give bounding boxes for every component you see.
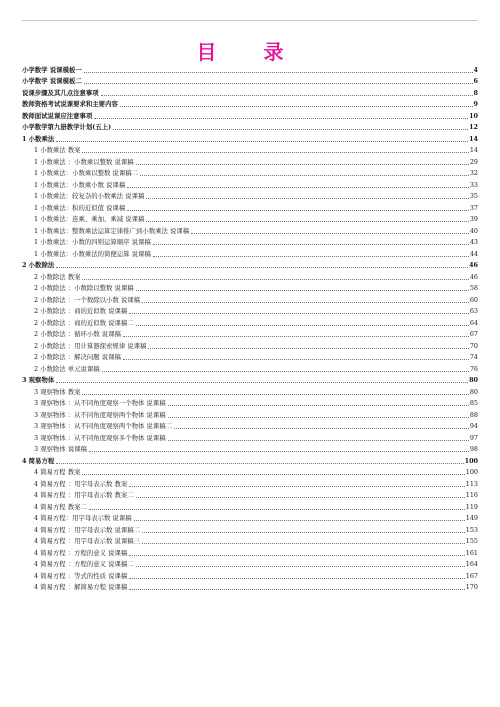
toc-entry[interactable] bbox=[22, 132, 478, 144]
toc-entry[interactable] bbox=[22, 443, 478, 455]
toc-entry-page: 63 bbox=[469, 307, 478, 315]
dot-leader bbox=[89, 509, 465, 510]
dot-leader bbox=[129, 486, 465, 487]
dot-leader bbox=[102, 371, 469, 372]
dot-leader bbox=[136, 164, 469, 165]
toc-entry-label: 4 简易方程 ：方程的意义 说课稿 bbox=[34, 548, 128, 557]
toc-entry-label: 3 观察物体 ：从不同角度观察两个物体 说课稿二 bbox=[34, 422, 172, 430]
toc-entry[interactable] bbox=[22, 293, 478, 305]
header-rule bbox=[22, 20, 478, 21]
toc-entry-label: 小学数学第九册教学计划(五上) bbox=[22, 123, 112, 131]
toc-entry[interactable] bbox=[22, 155, 478, 167]
dot-leader bbox=[56, 267, 468, 268]
toc-entry-page: 97 bbox=[469, 433, 478, 442]
toc-entry-label: 1 小数乘法：整数乘法运算定律推广到小数乘法 说课稿 bbox=[34, 226, 190, 235]
dot-leader bbox=[101, 95, 473, 96]
dot-leader bbox=[82, 279, 468, 280]
toc-entry-page: 113 bbox=[465, 479, 478, 488]
toc-entry[interactable] bbox=[22, 86, 478, 98]
dot-leader bbox=[56, 463, 463, 464]
toc-entry-page: 6 bbox=[473, 77, 478, 85]
toc-entry[interactable] bbox=[22, 270, 478, 282]
toc-entry-page: 170 bbox=[465, 583, 478, 591]
toc-entry-label: 2 小数除法 单元说课稿 bbox=[34, 364, 100, 373]
toc-entry-label: 教师面试说课应注意事项 bbox=[22, 111, 93, 120]
dot-leader bbox=[134, 520, 465, 521]
toc-entry[interactable] bbox=[22, 224, 478, 236]
toc-entry-page: 74 bbox=[469, 353, 478, 361]
toc-entry-label: 3 观察物体 ：从不同角度观察两个物体 说课稿 bbox=[34, 410, 166, 419]
table-of-contents bbox=[22, 63, 478, 592]
toc-entry[interactable] bbox=[22, 408, 478, 420]
toc-entry-page: 76 bbox=[469, 364, 478, 373]
toc-entry[interactable] bbox=[22, 236, 478, 248]
toc-entry-page: 149 bbox=[465, 514, 478, 522]
toc-entry-label: 4 简易方程 ：方程的意义 说课稿二 bbox=[34, 560, 134, 568]
toc-entry-label: 4 简易方程 ：等式的性质 说课稿 bbox=[34, 571, 128, 580]
toc-entry-page: 33 bbox=[469, 180, 478, 189]
toc-entry-page: 46 bbox=[469, 261, 478, 269]
toc-entry[interactable] bbox=[22, 546, 478, 558]
toc-entry[interactable] bbox=[22, 178, 478, 190]
toc-entry-label: 1 小数乘法：小数乘以整数 说课稿二 bbox=[34, 169, 138, 177]
toc-entry-page: 43 bbox=[469, 238, 478, 246]
toc-entry-label: 4 简易方程 教案 bbox=[34, 468, 81, 476]
dot-leader bbox=[136, 497, 465, 498]
toc-entry-label: 1 小数乘法：小数乘法的简便运算 说课稿 bbox=[34, 249, 151, 258]
toc-entry-page: 9 bbox=[473, 100, 478, 108]
toc-entry-page: 100 bbox=[464, 456, 478, 465]
toc-entry[interactable] bbox=[22, 397, 478, 409]
toc-entry[interactable] bbox=[22, 109, 478, 121]
toc-entry[interactable] bbox=[22, 282, 478, 294]
toc-title: 目 录 bbox=[196, 40, 304, 64]
toc-entry-label: 小学数学 说课模板一 bbox=[22, 65, 82, 74]
toc-entry[interactable] bbox=[22, 523, 478, 535]
dot-leader bbox=[84, 72, 473, 73]
toc-entry-label: 2 小数除法 ：循环小数 说课稿 bbox=[34, 330, 121, 338]
toc-entry-page: 80 bbox=[469, 387, 478, 396]
toc-entry-page: 67 bbox=[469, 330, 478, 338]
toc-entry[interactable] bbox=[22, 351, 478, 363]
toc-entry[interactable] bbox=[22, 328, 478, 340]
dot-leader bbox=[127, 210, 469, 211]
toc-entry[interactable] bbox=[22, 558, 478, 570]
dot-leader bbox=[123, 359, 469, 360]
toc-entry-label: 3 观察物体 说课稿 bbox=[34, 445, 87, 453]
toc-entry-label: 4 简易方程 bbox=[22, 456, 55, 465]
dot-leader bbox=[136, 290, 469, 291]
toc-entry[interactable] bbox=[22, 259, 478, 271]
dot-leader bbox=[120, 106, 473, 107]
toc-entry-label: 说课步骤及其几点注意事项 bbox=[22, 88, 99, 97]
toc-entry[interactable] bbox=[22, 121, 478, 133]
dot-leader bbox=[123, 336, 469, 337]
toc-entry-label: 4 简易方程 ：用字母表示数 说课稿三 bbox=[34, 537, 141, 545]
dot-leader bbox=[142, 543, 465, 544]
toc-entry-page: 58 bbox=[469, 284, 478, 292]
dot-leader bbox=[82, 394, 468, 395]
toc-entry[interactable] bbox=[22, 339, 478, 351]
toc-entry-label: 2 小数除法 ：解决问题 说课稿 bbox=[34, 353, 121, 361]
dot-leader bbox=[168, 405, 469, 406]
dot-leader bbox=[153, 256, 469, 257]
dot-leader bbox=[153, 244, 469, 245]
dot-leader bbox=[82, 152, 468, 153]
toc-entry-page: 80 bbox=[469, 376, 478, 384]
toc-entry-page: 8 bbox=[473, 88, 478, 97]
toc-entry-page: 12 bbox=[469, 123, 478, 131]
toc-entry-label: 2 小数除法 教案 bbox=[34, 272, 81, 281]
dot-leader bbox=[140, 175, 469, 176]
toc-entry-label: 3 观察物体 ：从不同角度观察多个物体 说课稿 bbox=[34, 433, 166, 442]
dot-leader bbox=[82, 474, 464, 475]
toc-entry[interactable] bbox=[22, 385, 478, 397]
toc-entry-page: 35 bbox=[469, 192, 478, 200]
toc-entry[interactable] bbox=[22, 512, 478, 524]
toc-entry-page: 94 bbox=[469, 422, 478, 430]
dot-leader bbox=[191, 233, 469, 234]
toc-entry-page: 153 bbox=[465, 525, 478, 534]
toc-entry-label: 4 简易方程 ：解简易方程 说课稿 bbox=[34, 583, 128, 591]
toc-entry[interactable] bbox=[22, 374, 478, 386]
toc-entry-label: 小学数学 说课模板二 bbox=[22, 77, 82, 85]
dot-leader bbox=[94, 118, 468, 119]
toc-entry[interactable] bbox=[22, 535, 478, 547]
toc-entry[interactable] bbox=[22, 144, 478, 156]
toc-entry-label: 2 小数除法 ：商的近似数 说课稿 bbox=[34, 307, 128, 315]
toc-entry-page: 100 bbox=[465, 468, 478, 476]
toc-entry-label: 4 简易方程 ：用字母表示数 教案 bbox=[34, 479, 128, 488]
dot-leader bbox=[89, 451, 469, 452]
toc-entry-page: 167 bbox=[465, 571, 478, 580]
toc-entry-label: 4 简易方程：用字母表示数 说课稿 bbox=[34, 514, 132, 522]
toc-entry[interactable] bbox=[22, 98, 478, 110]
toc-entry[interactable] bbox=[22, 305, 478, 317]
dot-leader bbox=[136, 325, 469, 326]
toc-entry[interactable] bbox=[22, 431, 478, 443]
dot-leader bbox=[142, 302, 469, 303]
toc-entry-label: 2 小数除法 ：商的近似数 说课稿二 bbox=[34, 318, 134, 327]
toc-entry-label: 1 小数乘法：积的近似值 说课稿 bbox=[34, 203, 126, 212]
toc-entry-page: 32 bbox=[469, 169, 478, 177]
dot-leader bbox=[146, 198, 468, 199]
toc-entry-page: 155 bbox=[465, 537, 478, 545]
toc-entry[interactable] bbox=[22, 167, 478, 179]
toc-entry-page: 70 bbox=[469, 341, 478, 350]
toc-entry-page: 161 bbox=[465, 548, 478, 557]
toc-entry-label: 教师资格考试说课要求和主要内容 bbox=[22, 100, 118, 108]
toc-entry[interactable] bbox=[22, 213, 478, 225]
toc-entry[interactable] bbox=[22, 489, 478, 501]
toc-entry-label: 4 简易方程 ：用字母表示数 说课稿二 bbox=[34, 525, 141, 534]
toc-entry-page: 85 bbox=[469, 399, 478, 407]
toc-entry-label: 1 小数乘法 教案 bbox=[34, 146, 81, 154]
toc-entry[interactable] bbox=[22, 466, 478, 478]
toc-entry-page: 98 bbox=[469, 445, 478, 453]
dot-leader bbox=[168, 440, 469, 441]
toc-entry-label: 2 小数除法 ：小数除以整数 说课稿 bbox=[34, 284, 134, 292]
toc-entry-label: 3 观察物体 bbox=[22, 376, 55, 384]
toc-entry[interactable] bbox=[22, 362, 478, 374]
toc-entry-page: 29 bbox=[469, 157, 478, 166]
toc-entry[interactable] bbox=[22, 247, 478, 259]
dot-leader bbox=[84, 83, 473, 84]
dot-leader bbox=[136, 566, 465, 567]
toc-entry-label: 1 小数乘法：较复杂的小数乘法 说课稿 bbox=[34, 192, 145, 200]
toc-entry-page: 46 bbox=[469, 272, 478, 281]
toc-entry[interactable] bbox=[22, 63, 478, 75]
toc-entry-page: 64 bbox=[469, 318, 478, 327]
dot-leader bbox=[129, 578, 465, 579]
dot-leader bbox=[56, 382, 468, 383]
toc-entry[interactable] bbox=[22, 316, 478, 328]
toc-entry[interactable] bbox=[22, 190, 478, 202]
dot-leader bbox=[142, 532, 465, 533]
toc-entry-page: 44 bbox=[469, 249, 478, 258]
toc-entry-label: 1 小数乘法 bbox=[22, 134, 55, 143]
dot-leader bbox=[127, 187, 469, 188]
toc-entry[interactable] bbox=[22, 75, 478, 87]
dot-leader bbox=[148, 348, 468, 349]
toc-entry-label: 1 小数乘法：连乘、乘加、乘减 说课稿 bbox=[34, 215, 145, 223]
toc-entry-page: 14 bbox=[469, 134, 478, 143]
toc-entry-page: 37 bbox=[469, 203, 478, 212]
toc-entry-page: 116 bbox=[465, 491, 478, 499]
toc-entry-label: 2 小数除法 ：用计算器探索规律 说课稿 bbox=[34, 341, 147, 350]
toc-entry[interactable] bbox=[22, 454, 478, 466]
toc-entry[interactable] bbox=[22, 477, 478, 489]
toc-entry-page: 4 bbox=[473, 65, 478, 74]
dot-leader bbox=[174, 428, 469, 429]
toc-entry-label: 1 小数乘法 ：小数乘以整数 说课稿 bbox=[34, 157, 134, 166]
toc-entry-label: 3 观察物体 教案 bbox=[34, 387, 81, 396]
dot-leader bbox=[129, 313, 469, 314]
toc-entry-label: 1 小数乘法：小数乘小数 说课稿 bbox=[34, 180, 126, 189]
toc-entry-page: 119 bbox=[465, 502, 478, 511]
toc-entry-page: 10 bbox=[469, 111, 478, 120]
toc-entry[interactable] bbox=[22, 569, 478, 581]
toc-entry-page: 14 bbox=[469, 146, 478, 154]
toc-entry-page: 39 bbox=[469, 215, 478, 223]
toc-entry-label: 1 小数乘法：小数的四则运算顺序 说课稿 bbox=[34, 238, 151, 246]
toc-entry-page: 40 bbox=[469, 226, 478, 235]
toc-entry[interactable] bbox=[22, 581, 478, 593]
dot-leader bbox=[168, 417, 469, 418]
toc-entry[interactable] bbox=[22, 500, 478, 512]
dot-leader bbox=[113, 129, 468, 130]
toc-entry[interactable] bbox=[22, 420, 478, 432]
toc-entry-label: 4 简易方程 教案二 bbox=[34, 502, 87, 511]
dot-leader bbox=[146, 221, 468, 222]
toc-entry-page: 164 bbox=[465, 560, 478, 568]
dot-leader bbox=[56, 141, 468, 142]
toc-entry-label: 2 小数除法 ：一个数除以小数 说课稿 bbox=[34, 295, 141, 304]
toc-entry-page: 60 bbox=[469, 295, 478, 304]
toc-entry-label: 3 观察物体 ：从不同角度观察一个物体 说课稿 bbox=[34, 399, 166, 407]
dot-leader bbox=[129, 589, 465, 590]
toc-entry-page: 88 bbox=[469, 410, 478, 419]
toc-entry[interactable] bbox=[22, 201, 478, 213]
toc-entry-label: 4 简易方程 ：用字母表示数 教案二 bbox=[34, 491, 134, 499]
dot-leader bbox=[129, 555, 465, 556]
toc-entry-label: 2 小数除法 bbox=[22, 261, 55, 269]
